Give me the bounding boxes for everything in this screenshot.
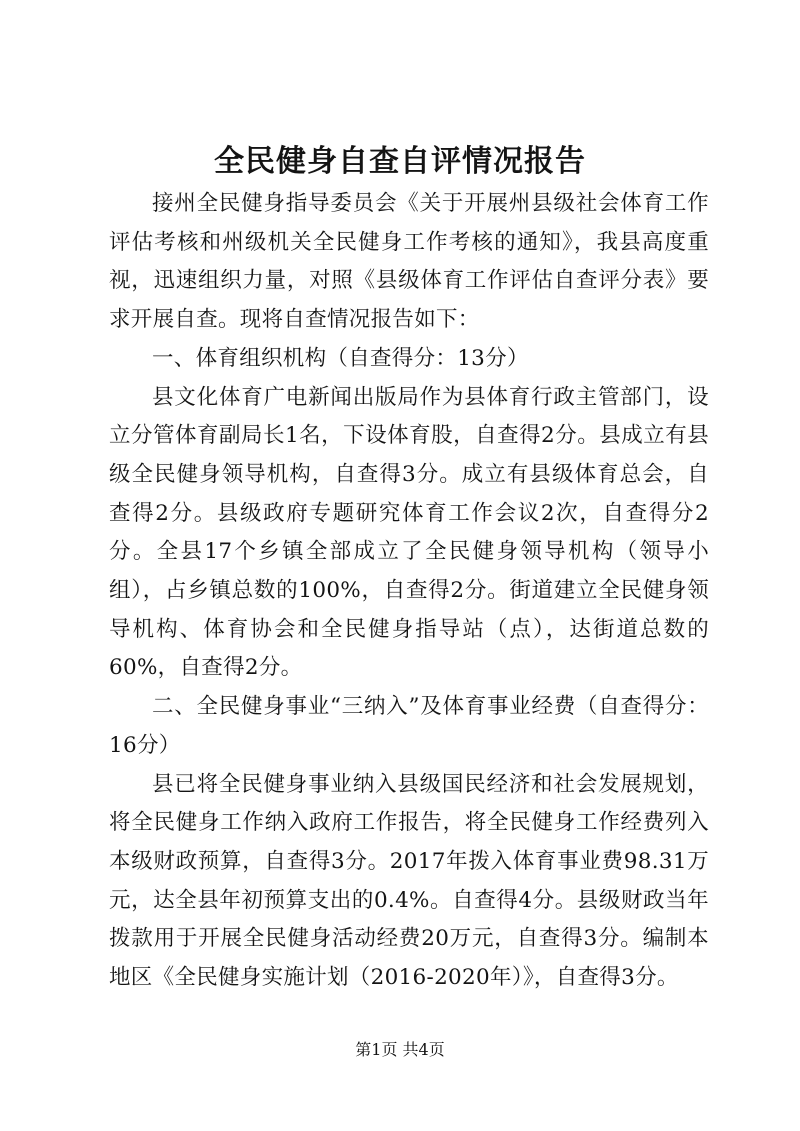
- paragraph-section-2: 县已将全民健身事业纳入县级国民经济和社会发展规划，将全民健身工作纳入政府工作报告，将全民健身工作经费列入本级财政预算，自查得3分。2017年拨入体育事业费98.31万元，达全县年初预算支出的0.4%。自查得4分。县级财政当年拨款用于开展全民健身活动经费20万元，自查得3分。编制本地区《全民健身实施计划（2016-2020年）》，自查得3分。: [109, 771, 709, 991]
- section-heading-2: 二、全民健身事业“三纳入”及体育事业经费（自查得分：16分）: [109, 694, 709, 758]
- page-number: 第1页 共4页: [355, 1040, 445, 1059]
- document-body: [109, 185, 709, 998]
- document-title: 全民健身自查自评情况报告: [214, 144, 586, 179]
- paragraph-intro: 接州全民健身指导委员会《关于开展州县级社会体育工作评估考核和州级机关全民健身工作考核的通知》，我县高度重视，迅速组织力量，对照《县级体育工作评估自查评分表》要求开展自查。现将自查情况报告如下：: [109, 191, 709, 333]
- section-heading-1: 一、体育组织机构（自查得分：13分）: [152, 345, 529, 371]
- paragraph-section-1: 县文化体育广电新闻出版局作为县体育行政主管部门，设立分管体育副局长1名，下设体育股，自查得2分。县成立有县级全民健身领导机构，自查得3分。成立有县级体育总会，自查得2分。县级政府专题研究体育工作会议2次，自查得分2分。全县17个乡镇全部成立了全民健身领导机构（领导小组），占乡镇总数的100%，自查得2分。街道建立全民健身领导机构、体育协会和全民健身指导站（点），达街道总数的60%，自查得2分。: [109, 384, 709, 681]
